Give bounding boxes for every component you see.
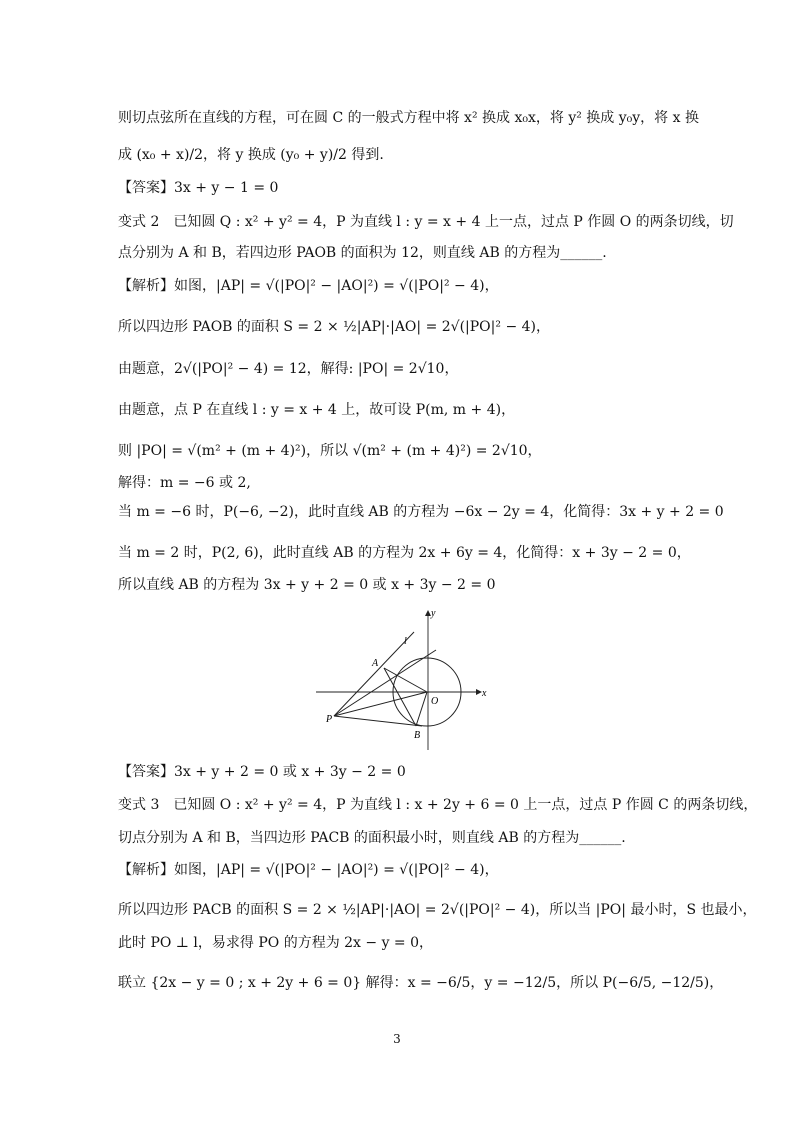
text-line: 所以四边形 PACB 的面积 S = 2 × ½|AP|·|AO| = 2√(|PO|² − 4)，所以当 |PO| 最小时，S 也最小， [118,902,757,918]
text-line: 点分别为 A 和 B，若四边形 PAOB 的面积为 12，则直线 AB 的方程为______. [118,245,607,261]
point-o-label: O [431,696,439,707]
point-p-label: P [326,714,333,725]
text-line: 则 |PO| = √(m² + (m + 4)²)，所以 √(m² + (m + 4)²) = 2√10， [118,443,542,459]
text-line: 当 m = 2 时，P(2, 6)，此时直线 AB 的方程为 2x + 6y = 4，化简得：x + 3y − 2 = 0， [118,545,691,561]
answer-line: 【答案】3x + y + 2 = 0 或 x + 3y − 2 = 0 [118,764,406,780]
text-line: 切点分别为 A 和 B，当四边形 PACB 的面积最小时，则直线 AB 的方程为______. [118,830,626,846]
y-axis-label: y [431,608,436,619]
answer-line: 【答案】3x + y − 1 = 0 [118,180,279,196]
text-line: 此时 PO ⊥ l，易求得 PO 的方程为 2x − y = 0， [118,935,434,951]
analysis-line: 【解析】如图，|AP| = √(|PO|² − |AO|²) = √(|PO|² − 4)， [118,278,499,294]
problem-title: 变式 3 已知圆 O : x² + y² = 4，P 为直线 l : x + 2y + 6 = 0 上一点，过点 P 作圆 C 的两条切线， [118,797,758,813]
text-line: 解得：m = −6 或 2, [118,475,251,491]
page-number: 3 [393,1032,401,1046]
text-line: 由题意，点 P 在直线 l : y = x + 4 上，故可设 P(m, m + 4)， [118,402,516,418]
tangent-pa [334,650,439,716]
text-line: 当 m = −6 时，P(−6, −2)，此时直线 AB 的方程为 −6x − 2y = 4，化简得：3x + y + 2 = 0 [118,504,724,520]
analysis-line: 【解析】如图，|AP| = √(|PO|² − |AO|²) = √(|PO|² − 4)， [118,862,499,878]
text-line: 联立 {2x − y = 0 ; x + 2y + 6 = 0} 解得：x = −6/5，y = −12/5，所以 P(−6/5, −12/5)， [118,975,724,991]
text-line: 则切点弦所在直线的方程，可在圆 C 的一般式方程中将 x² 换成 x₀x，将 y² 换成 y₀y，将 x 换 [118,110,699,126]
problem-title: 变式 2 已知圆 Q : x² + y² = 4，P 为直线 l : y = x + 4 上一点，过点 P 作圆 O 的两条切线，切 [118,214,734,230]
segment-po [334,692,427,716]
text-line: 所以四边形 PAOB 的面积 S = 2 × ½|AP|·|AO| = 2√(|PO|² − 4)， [118,319,550,335]
radius-ob [416,692,427,726]
line-l-label: l [404,636,407,647]
x-axis-label: x [482,688,487,699]
text-line: 成 (x₀ + x)/2，将 y 换成 (y₀ + y)/2 得到. [118,147,384,163]
point-b-label: B [414,730,421,741]
point-a-label: A [372,658,379,669]
text-line: 由题意，2√(|PO|² − 4) = 12，解得: |PO| = 2√10， [118,361,459,377]
line-l [334,632,414,716]
text-line: 所以直线 AB 的方程为 3x + y + 2 = 0 或 x + 3y − 2 = 0 [118,577,496,593]
tangent-circle-figure [312,604,488,754]
